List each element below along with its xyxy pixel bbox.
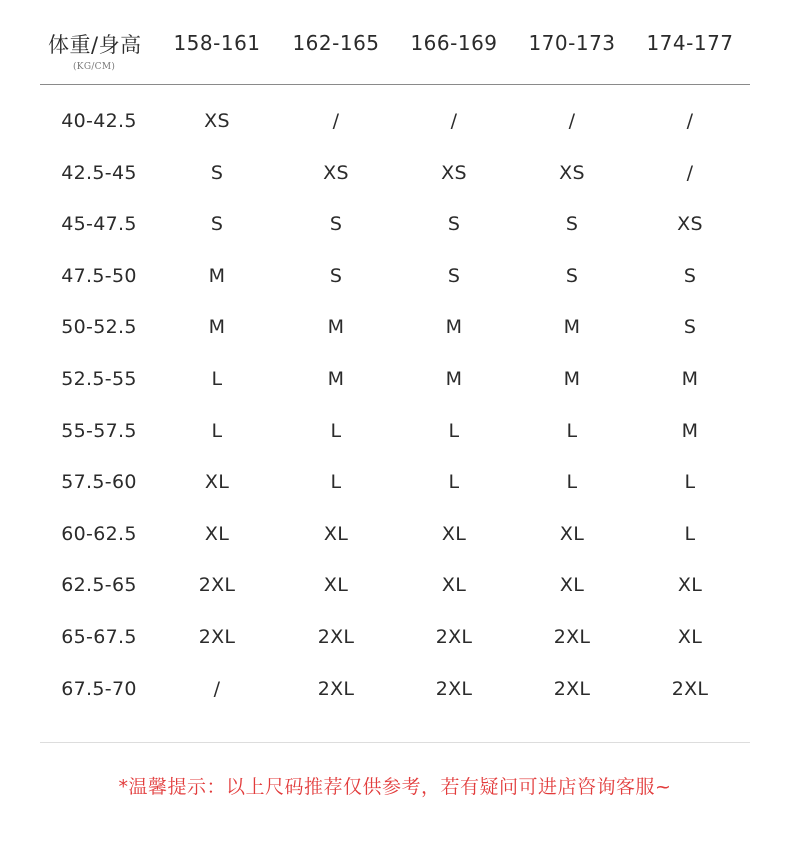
- size-cell: L: [566, 471, 578, 494]
- size-cell: S: [447, 213, 461, 236]
- size-cell: /: [213, 677, 221, 700]
- weight-range-cell: 42.5-45: [61, 161, 137, 184]
- size-cell: M: [681, 419, 699, 442]
- size-cell: /: [686, 161, 694, 184]
- size-cell: XS: [559, 161, 585, 184]
- size-cell: S: [565, 264, 579, 287]
- size-cell: L: [684, 471, 696, 494]
- weight-range-cell: 62.5-65: [61, 574, 137, 597]
- size-cell: M: [445, 368, 463, 390]
- size-cell: 2XL: [317, 677, 355, 700]
- size-cell: S: [210, 161, 224, 184]
- size-cell: L: [448, 419, 460, 442]
- weight-range-cell: 55-57.5: [61, 419, 137, 442]
- table-row: [0, 359, 790, 399]
- weight-range-cell: 50-52.5: [61, 316, 137, 339]
- weight-range-cell: 67.5-70: [61, 677, 137, 700]
- size-cell: /: [332, 110, 340, 132]
- size-cell: 2XL: [435, 677, 473, 700]
- height-header-3: 166-169: [410, 31, 498, 55]
- table-row: [0, 462, 790, 502]
- size-cell: 2XL: [435, 626, 473, 648]
- size-cell: XS: [441, 161, 467, 184]
- size-cell: M: [327, 368, 345, 390]
- table-row: [0, 153, 790, 193]
- size-cell: L: [330, 419, 342, 442]
- table-row: [0, 514, 790, 554]
- height-header-1: 158-161: [173, 31, 261, 55]
- size-cell: 2XL: [317, 626, 355, 648]
- size-cell: L: [448, 471, 460, 494]
- size-cell: L: [211, 419, 223, 442]
- size-cell: XL: [441, 574, 467, 597]
- weight-range-cell: 57.5-60: [61, 471, 137, 494]
- weight-range-cell: 47.5-50: [61, 264, 137, 287]
- height-header-4: 170-173: [528, 31, 616, 55]
- table-row: [0, 204, 790, 244]
- table-row: [0, 101, 790, 141]
- size-cell: XL: [204, 522, 230, 545]
- size-cell: 2XL: [198, 574, 236, 597]
- size-cell: S: [683, 264, 697, 287]
- size-cell: XL: [559, 522, 585, 545]
- size-cell: XL: [441, 522, 467, 545]
- table-row: [0, 617, 790, 657]
- size-cell: M: [563, 316, 581, 339]
- size-cell: XL: [677, 626, 703, 648]
- weight-range-cell: 52.5-55: [61, 368, 137, 390]
- size-cell: 2XL: [671, 677, 709, 700]
- size-cell: S: [565, 213, 579, 236]
- size-cell: XL: [559, 574, 585, 597]
- size-cell: S: [329, 264, 343, 287]
- size-advice-note: *温馨提示：以上尺码推荐仅供参考，若有疑问可进店咨询客服~: [118, 776, 672, 798]
- size-cell: L: [211, 368, 223, 390]
- size-cell: S: [210, 213, 224, 236]
- size-cell: M: [563, 368, 581, 390]
- size-cell: /: [568, 110, 576, 132]
- size-cell: 2XL: [553, 677, 591, 700]
- size-cell: 2XL: [553, 626, 591, 648]
- size-cell: M: [681, 368, 699, 390]
- size-cell: M: [208, 316, 226, 339]
- size-cell: M: [208, 264, 226, 287]
- size-cell: L: [566, 419, 578, 442]
- table-row: [0, 669, 790, 709]
- size-cell: S: [447, 264, 461, 287]
- weight-range-cell: 60-62.5: [61, 522, 137, 545]
- size-cell: XS: [677, 213, 703, 236]
- table-row: [0, 256, 790, 296]
- weight-range-cell: 65-67.5: [61, 626, 137, 648]
- table-row: [0, 565, 790, 605]
- size-cell: S: [329, 213, 343, 236]
- header-divider: [40, 84, 750, 85]
- footer-divider: [40, 742, 750, 743]
- size-cell: XL: [323, 522, 349, 545]
- size-cell: XS: [323, 161, 349, 184]
- weight-height-heading: 体重/身高: [48, 33, 142, 57]
- table-row: [0, 307, 790, 347]
- table-row: [0, 411, 790, 451]
- weight-range-cell: 40-42.5: [61, 110, 137, 132]
- size-cell: 2XL: [198, 626, 236, 648]
- size-cell: XL: [323, 574, 349, 597]
- size-cell: XL: [677, 574, 703, 597]
- size-cell: M: [327, 316, 345, 339]
- table-header: [0, 0, 790, 84]
- size-cell: XL: [204, 471, 230, 494]
- size-cell: S: [683, 316, 697, 339]
- size-cell: /: [450, 110, 458, 132]
- weight-range-cell: 45-47.5: [61, 213, 137, 236]
- size-cell: L: [330, 471, 342, 494]
- size-cell: /: [686, 110, 694, 132]
- size-cell: M: [445, 316, 463, 339]
- unit-label: (KG/CM): [73, 62, 116, 72]
- size-cell: XS: [204, 110, 230, 132]
- size-cell: L: [684, 522, 696, 545]
- height-header-5: 174-177: [646, 31, 734, 55]
- height-header-2: 162-165: [292, 31, 380, 55]
